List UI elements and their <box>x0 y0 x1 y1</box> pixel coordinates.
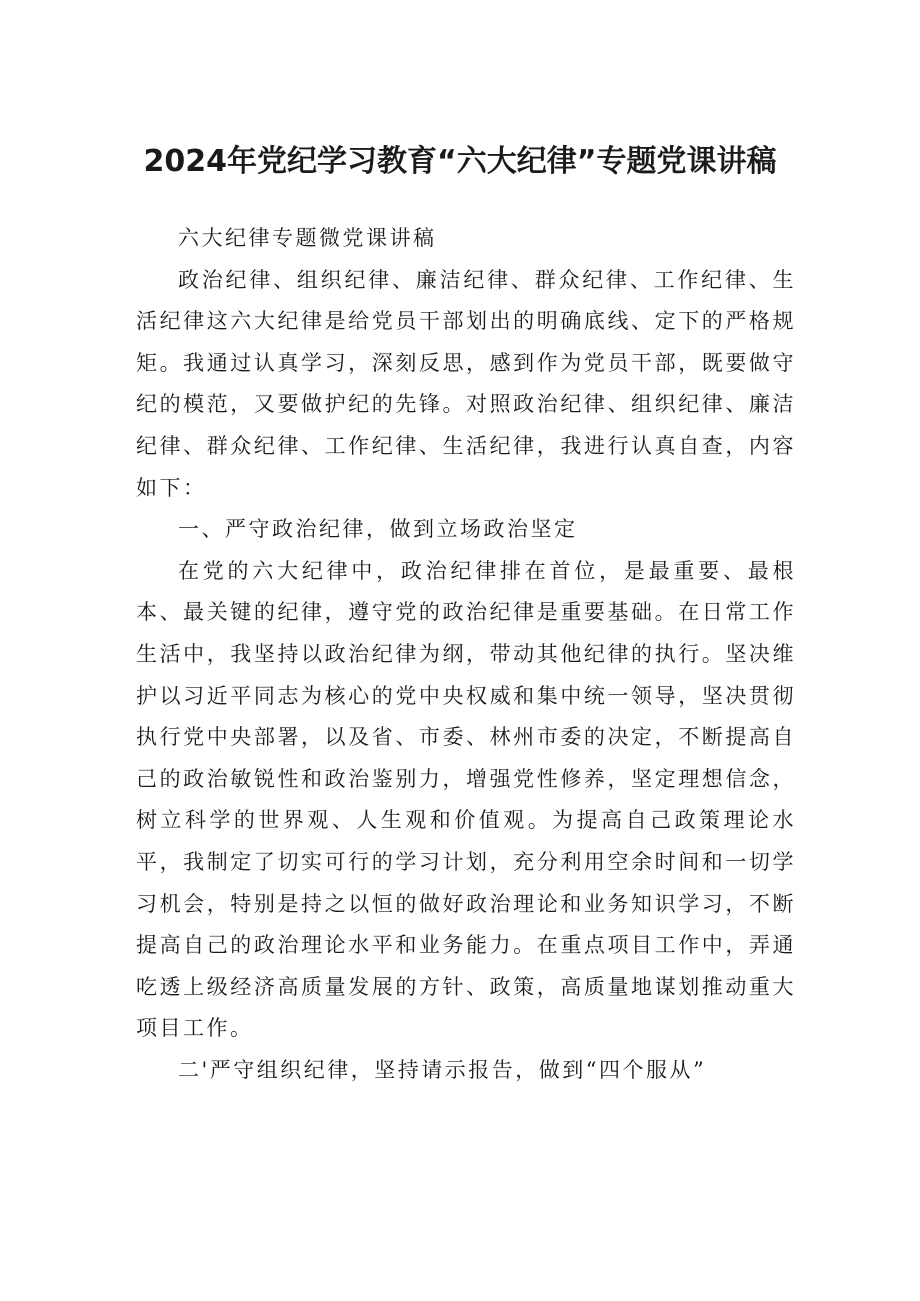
section-heading-political: 一、严守政治纪律，做到立场政治坚定 <box>178 517 578 542</box>
subtitle-paragraph: 六大纪律专题微党课讲稿 <box>178 226 437 250</box>
document-title: 2024年党纪学习教育“六大纪律”专题党课讲稿 <box>143 144 777 179</box>
section-heading-organizational: 二'严守组织纪律，坚持请示报告，做到“四个服从” <box>178 1057 707 1082</box>
political-discipline-paragraph: 在党的六大纪律中，政治纪律排在首位，是最重要、最根本、最关键的纪律，遵守党的政治纪律是重要基础。在日常工作生活中，我坚持以政治纪律为纲，带动其他纪律的执行。坚决维护以习近平同志为核心的党中央权威和集中统一领导，坚决贯彻执行党中央部署，以及省、市委、林州市委的决定，不断提高自己的政治敏锐性和政治鉴别力，增强党性修养，坚定理想信念，树立科学的世界观、人生观和价值观。为提高自己政策理论水平，我制定了切实可行的学习计划，充分利用空余时间和一切学习机会，特别是持之以恒的做好政治理论和业务知识学习，不断提高自己的政治理论水平和业务能力。在重点项目工作中，弄通吃透上级经济高质量发展的方针、政策，高质量地谋划推动重大项目工作。 <box>136 558 796 1041</box>
document-body <box>136 218 796 1091</box>
intro-paragraph: 政治纪律、组织纪律、廉洁纪律、群众纪律、工作纪律、生活纪律这六大纪律是给党员干部划出的明确底线、定下的严格规矩。我通过认真学习，深刻反思，感到作为党员干部，既要做守纪的模范，又要做护纪的先锋。对照政治纪律、组织纪律、廉洁纪律、群众纪律、工作纪律、生活纪律，我进行认真自查，内容如下： <box>136 267 796 500</box>
